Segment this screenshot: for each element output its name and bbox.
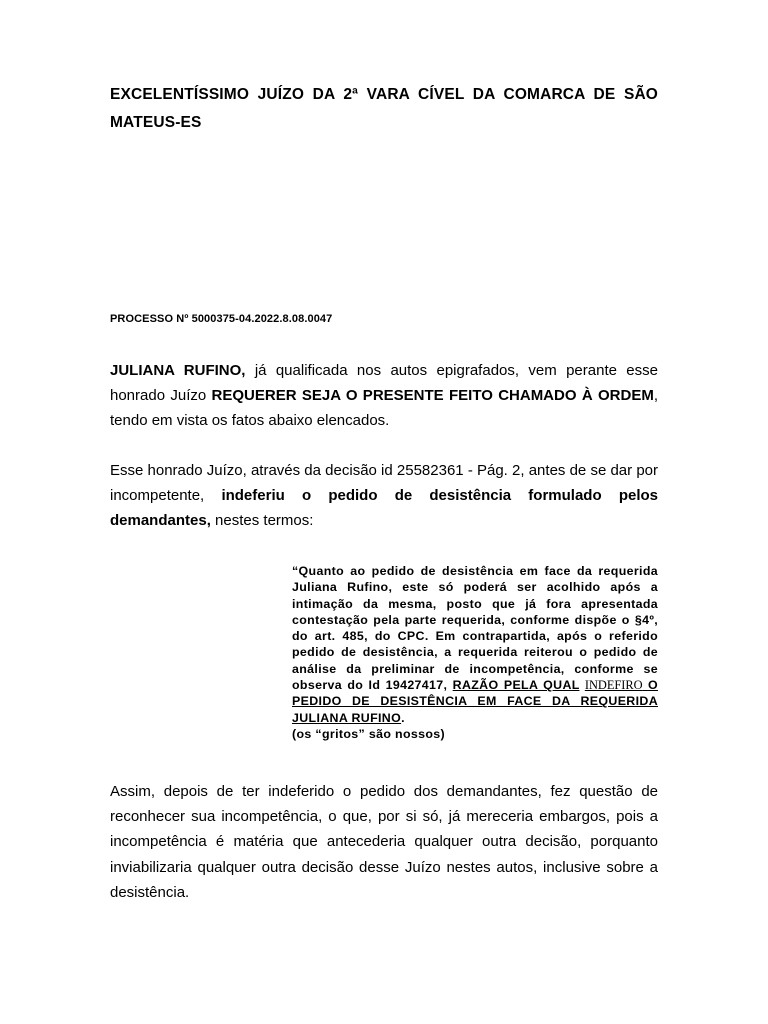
process-number: PROCESSO Nº 5000375-04.2022.8.08.0047 — [110, 313, 333, 325]
intro-paragraph — [110, 358, 658, 434]
decision-text-b: nestes termos: — [210, 512, 314, 530]
intro-text-a: já qualificada nos autos epigrafados, vem perante esse honrado Juízo — [110, 362, 658, 405]
intro-text-b: , tendo em vista os fatos abaixo elencados. — [110, 387, 658, 430]
decision-quote — [292, 563, 658, 742]
decision-text-a: Esse honrado Juízo, através da decisão id 25582361 - Pág. 2, antes de se dar por incompetente, — [110, 462, 658, 505]
quote-note: (os “gritos” são nossos) — [292, 726, 445, 741]
quote-underlined-a: RAZÃO PELA QUAL — [452, 678, 580, 693]
decision-bold-text: indeferiu o pedido de desistência formulado pelos demandantes, — [110, 487, 659, 530]
quote-underlined-b: O PEDIDO DE DESISTÊNCIA EM FACE DA REQUERIDA JULIANA RUFINO — [292, 678, 658, 725]
quote-end: . — [401, 710, 405, 725]
quote-body: “Quanto ao pedido de desistência em face da requerida Juliana Rufino, este só poderá ser acolhido após a intimação da mesma, posto que já fora apresentada contestação pela parte requerida, conforme dispõe o §4º, do art. 485, do CPC. Em contrapartida, após o referido pedido de desistência, a requerida reiterou o pedido de análise da preliminar de incompetência, conforme se observa do Id 19427417, — [292, 564, 658, 693]
decision-paragraph — [110, 458, 658, 534]
quote-serif-word: INDEFIRO — [584, 678, 643, 693]
court-heading: EXCELENTÍSSIMO JUÍZO DA 2ª VARA CÍVEL DA COMARCA DE SÃO MATEUS-ES — [110, 86, 658, 131]
party-name: JULIANA RUFINO, — [110, 362, 246, 379]
conclusion-paragraph: Assim, depois de ter indeferido o pedido dos demandantes, fez questão de reconhecer sua incompetência, o que, por si só, já mereceria embargos, pois a incompetência é matéria que antecederia qualquer outra decisão, porquanto inviabilizaria qualquer outra decisão desse Juízo nestes autos, inclusive sobre a desistência. — [110, 783, 658, 901]
request-text: REQUERER SEJA O PRESENTE FEITO CHAMADO À ORDEM — [211, 387, 654, 405]
